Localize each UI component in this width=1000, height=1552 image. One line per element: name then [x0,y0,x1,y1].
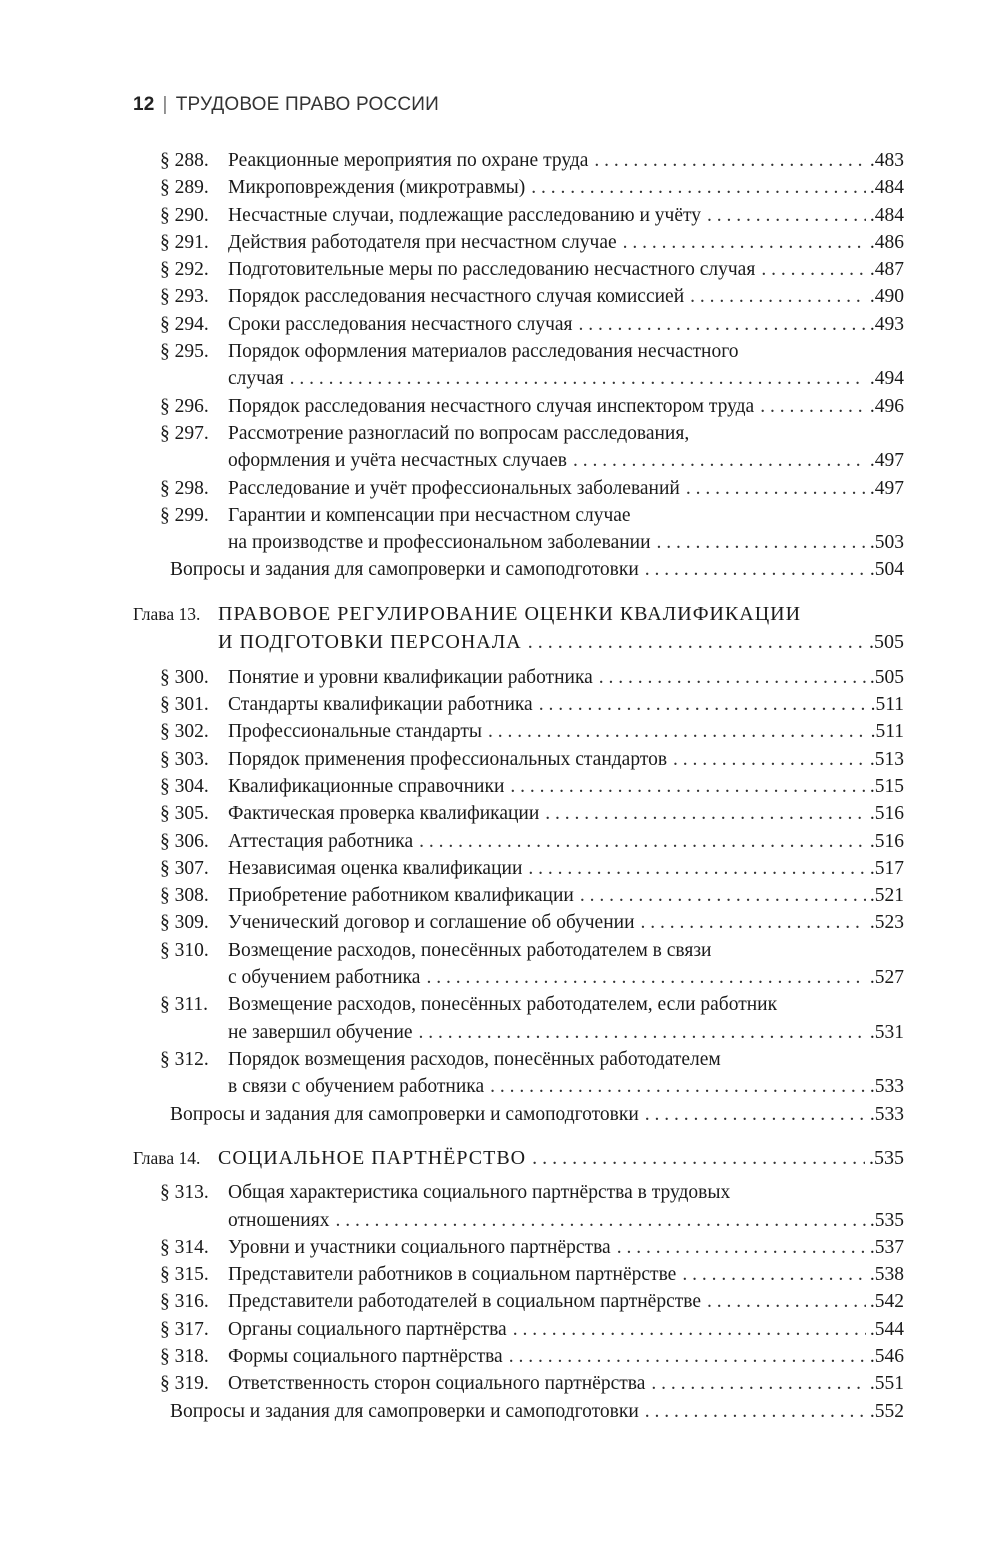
dot-leader [488,718,867,745]
dot-leader [645,1101,866,1128]
entry-line [228,338,904,365]
page-reference: .497 [869,477,904,499]
section-number: § 313. [160,1182,209,1204]
entry-title-text: И ПОДГОТОВКИ ПЕРСОНАЛА [218,631,522,654]
page-reference: .494 [869,368,904,390]
entry-line [228,855,904,882]
page-reference: .552 [869,1400,904,1422]
dot-leader [528,855,865,882]
dot-leader [707,202,866,229]
dot-leader [617,1234,866,1261]
toc-section-entry [0,393,1000,420]
toc-section-entry [0,338,1000,393]
toc-questions-entry [0,1398,1000,1425]
page-reference: .496 [869,395,904,417]
entry-line [228,964,904,991]
entry-line [228,202,904,229]
entry-title-text: Приобретение работником квалификации [228,885,574,907]
toc-section-entry [0,283,1000,310]
entry-line [228,283,904,310]
dot-leader [419,1019,866,1046]
dot-leader [707,1288,866,1315]
section-number: § 294. [160,313,209,335]
entry-title-text: Понятие и уровни квалификации работника [228,666,593,688]
section-number: § 295. [160,341,209,363]
chapter-spacer [0,657,1000,664]
entry-title-text: Возмещение расходов, понесённых работодателем в связи [228,939,712,961]
entry-line [228,909,904,936]
toc-section-entry [0,229,1000,256]
toc-section-entry [0,828,1000,855]
entry-title-text: с обучением работника [228,967,421,989]
entry-line [228,882,904,909]
dot-leader [539,691,867,718]
section-number: § 311. [160,994,209,1016]
toc-section-entry [0,718,1000,745]
page-reference: .490 [869,286,904,308]
dot-leader [573,447,866,474]
entry-line [228,1234,904,1261]
entry-title-text: в связи с обучением работника [228,1076,485,1098]
entry-title-text: Стандарты квалификации работника [228,694,533,716]
section-number: § 297. [160,422,209,444]
page-reference: .535 [869,1146,904,1169]
entry-line [228,229,904,256]
section-number: § 292. [160,259,209,281]
dot-leader [290,365,866,392]
entry-title-text: Возмещение расходов, понесённых работодателем, если работник [228,994,778,1016]
chapter-number: Глава 14. [133,1147,201,1168]
page-reference: .511 [870,694,904,716]
entry-title-text: Независимая оценка квалификации [228,857,523,879]
page-reference: .535 [869,1209,904,1231]
page-reference: .537 [869,1236,904,1258]
page-reference: .531 [869,1021,904,1043]
toc-section-entry [0,202,1000,229]
entry-title-text: Формы социального партнёрства [228,1346,503,1368]
section-number: § 315. [160,1264,209,1286]
entry-line [170,1101,904,1128]
section-number: § 300. [160,666,209,688]
page-reference: .511 [870,721,904,743]
section-number: § 302. [160,721,209,743]
entry-title-text: Сроки расследования несчастного случая [228,313,573,335]
entry-line [228,1288,904,1315]
toc-section-entry [0,991,1000,1046]
entry-title-text: Подготовительные меры по расследованию несчастного случая [228,259,756,281]
book-title: ТРУДОВОЕ ПРАВО РОССИИ [175,94,440,115]
toc-questions-entry [0,556,1000,583]
section-number: § 312. [160,1048,209,1070]
page-reference: .527 [869,967,904,989]
dot-leader [580,882,866,909]
entry-title-text: Профессиональные стандарты [228,721,483,743]
dot-leader [579,311,866,338]
entry-title-text: Фактическая проверка квалификации [228,803,540,825]
entry-line [228,393,904,420]
page-reference: .486 [869,231,904,253]
toc-section-entry [0,420,1000,475]
entry-line [218,1144,904,1173]
page-reference: .484 [869,204,904,226]
toc-section-entry [0,147,1000,174]
toc-section-entry [0,664,1000,691]
toc-questions-entry [0,1101,1000,1128]
entry-title-text: Расследование и учёт профессиональных заболеваний [228,477,680,499]
entry-title-text: Рассмотрение разногласий по вопросам расследования, [228,422,690,444]
toc-section-entry [0,855,1000,882]
section-number: § 319. [160,1373,209,1395]
toc-chapter-heading [0,1144,1000,1173]
entry-line [228,256,904,283]
entry-title-text: Ученический договор и соглашение об обучении [228,912,635,934]
dot-leader [510,773,865,800]
page-reference: .484 [869,177,904,199]
page-reference: .505 [869,666,904,688]
entry-line [228,1261,904,1288]
toc-section-entry [0,746,1000,773]
dot-leader [651,1370,866,1397]
section-number: § 314. [160,1236,209,1258]
dot-leader [657,529,866,556]
entry-line [228,502,904,529]
section-number: § 316. [160,1291,209,1313]
toc-section-entry [0,800,1000,827]
entry-line [228,1207,904,1234]
entry-title-text: Порядок расследования несчастного случая комиссией [228,286,685,308]
entry-line [228,991,904,1018]
chapter-spacer [0,1128,1000,1144]
entry-line [218,628,904,657]
toc-chapter-heading [0,600,1000,657]
toc-section-entry [0,1316,1000,1343]
entry-title-text: Гарантии и компенсации при несчастном случае [228,504,631,526]
dot-leader [532,1144,865,1173]
entry-title-text: отношениях [228,1209,330,1231]
chapter-spacer [0,1172,1000,1179]
toc-section-entry [0,1343,1000,1370]
dot-leader [513,1316,866,1343]
running-head [133,94,439,116]
page-reference: .504 [869,559,904,581]
entry-line [228,937,904,964]
entry-title-text: на производстве и профессиональном заболевании [228,532,651,554]
dot-leader [335,1207,865,1234]
dot-leader [645,556,866,583]
section-number: § 290. [160,204,209,226]
entry-line [228,773,904,800]
entry-title-text: Вопросы и задания для самопроверки и самоподготовки [170,1103,639,1125]
section-number: § 317. [160,1318,209,1340]
dot-leader [528,628,865,657]
page-reference: .551 [869,1373,904,1395]
section-number: § 304. [160,775,209,797]
entry-line [228,691,904,718]
section-number: § 296. [160,395,209,417]
entry-title-text: Порядок расследования несчастного случая инспектором труда [228,395,755,417]
toc-section-entry [0,475,1000,502]
entry-line [228,664,904,691]
dot-leader [419,828,866,855]
toc-section-entry [0,256,1000,283]
entry-line [228,420,904,447]
entry-line [170,1398,904,1425]
entry-title-text: Порядок применения профессиональных стандартов [228,748,668,770]
dot-leader [682,1261,866,1288]
entry-line [228,1316,904,1343]
section-number: § 298. [160,477,209,499]
entry-title-text: случая [228,368,284,390]
page-reference: .513 [869,748,904,770]
page-number: 12 [133,94,155,115]
entry-title-text: не завершил обучение [228,1021,413,1043]
entry-title-text: Уровни и участники социального партнёрства [228,1236,611,1258]
toc-section-entry [0,1046,1000,1101]
entry-title-text: Порядок оформления материалов расследования несчастного [228,341,739,363]
dot-leader [761,256,866,283]
page-reference: .533 [869,1076,904,1098]
toc-section-entry [0,773,1000,800]
section-number: § 306. [160,830,209,852]
entry-line [228,828,904,855]
page-reference: .503 [869,532,904,554]
toc-section-entry [0,909,1000,936]
page-reference: .487 [869,259,904,281]
entry-title-text: Порядок возмещения расходов, понесённых работодателем [228,1048,721,1070]
entry-title-text: Аттестация работника [228,830,414,852]
toc-section-entry [0,1288,1000,1315]
chapter-spacer [0,584,1000,600]
section-number: § 299. [160,504,209,526]
table-of-contents [0,147,1000,1425]
toc-section-entry [0,691,1000,718]
dot-leader [490,1073,866,1100]
page-reference: .544 [869,1318,904,1340]
toc-section-entry [0,1370,1000,1397]
dot-leader [673,746,866,773]
dot-leader [641,909,866,936]
page-reference: .516 [869,830,904,852]
entry-line [228,174,904,201]
dot-leader [509,1343,866,1370]
section-number: § 303. [160,748,209,770]
toc-section-entry [0,882,1000,909]
page-reference: .515 [869,775,904,797]
section-number: § 288. [160,150,209,171]
section-number: § 305. [160,803,209,825]
toc-section-entry [0,174,1000,201]
entry-line [218,600,904,629]
entry-line [228,746,904,773]
dot-leader [690,283,866,310]
toc-section-entry [0,1261,1000,1288]
entry-title-text: Несчастные случаи, подлежащие расследованию и учёту [228,204,701,226]
dot-leader [594,147,865,174]
page-reference: .542 [869,1291,904,1313]
page-reference: .521 [869,885,904,907]
page-reference: .493 [869,313,904,335]
section-number: § 308. [160,885,209,907]
dot-leader [623,229,866,256]
chapter-number: Глава 13. [133,603,201,624]
toc-section-entry [0,937,1000,992]
entry-line [228,1073,904,1100]
section-number: § 293. [160,286,209,308]
entry-title-text: Вопросы и задания для самопроверки и самоподготовки [170,1400,639,1422]
section-number: § 309. [160,912,209,934]
entry-line [228,365,904,392]
page-reference: .516 [869,803,904,825]
entry-title-text: Общая характеристика социального партнёрства в трудовых [228,1182,731,1204]
entry-line [228,475,904,502]
header-separator: | [162,94,168,115]
page-reference: .523 [869,912,904,934]
entry-title-text: Ответственность сторон социального партнёрства [228,1373,646,1395]
page-reference: .538 [869,1264,904,1286]
entry-title-text: Органы социального партнёрства [228,1318,507,1340]
page-reference: .533 [869,1103,904,1125]
toc-section-entry [0,1234,1000,1261]
dot-leader [686,475,866,502]
section-number: § 289. [160,177,209,199]
entry-title-text: Представители работодателей в социальном партнёрстве [228,1291,702,1313]
entry-line [228,800,904,827]
dot-leader [760,393,866,420]
dot-leader [599,664,866,691]
entry-title-text: Действия работодателя при несчастном случае [228,231,617,253]
entry-title-text: оформления и учёта несчастных случаев [228,450,567,472]
entry-title-text: Микроповреждения (микротравмы) [228,177,526,199]
page-reference: .517 [869,857,904,879]
page-reference: .483 [869,150,904,171]
toc-section-entry [0,311,1000,338]
entry-title-text: Квалификационные справочники [228,775,505,797]
section-number: § 307. [160,857,209,879]
entry-title-text: Реакционные мероприятия по охране труда [228,150,589,171]
entry-title-text: ПРАВОВОЕ РЕГУЛИРОВАНИЕ ОЦЕНКИ КВАЛИФИКАЦИИ [218,602,802,625]
dot-leader [531,174,866,201]
entry-title-text: Вопросы и задания для самопроверки и самоподготовки [170,559,639,581]
entry-line [228,311,904,338]
dot-leader [645,1398,866,1425]
dot-leader [426,964,865,991]
section-number: § 310. [160,939,209,961]
entry-line [228,1046,904,1073]
entry-title-text: СОЦИАЛЬНОЕ ПАРТНЁРСТВО [218,1146,527,1169]
section-number: § 301. [160,694,209,716]
section-number: § 291. [160,231,209,253]
entry-line [228,1370,904,1397]
entry-line [170,556,904,583]
page-reference: .505 [869,631,904,654]
entry-line [228,718,904,745]
toc-section-entry [0,502,1000,557]
entry-line [228,447,904,474]
entry-title-text: Представители работников в социальном партнёрстве [228,1264,677,1286]
page-reference: .546 [869,1346,904,1368]
section-number: § 318. [160,1346,209,1368]
entry-line [228,147,904,174]
entry-line [228,1343,904,1370]
entry-line [228,1019,904,1046]
toc-section-entry [0,1179,1000,1234]
page-reference: .497 [869,450,904,472]
dot-leader [545,800,866,827]
entry-line [228,529,904,556]
entry-line [228,1179,904,1206]
